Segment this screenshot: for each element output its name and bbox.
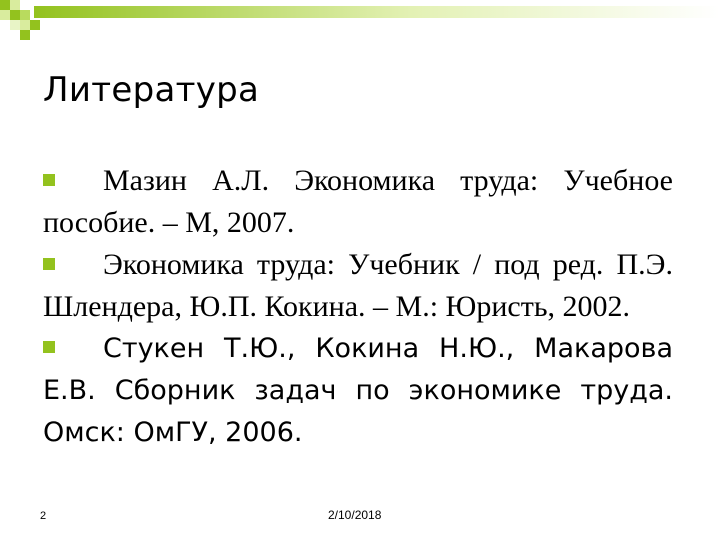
reference-item <box>43 244 673 328</box>
reference-item <box>43 160 673 244</box>
deco-square-7 <box>10 20 20 30</box>
reference-text: Стукен Т.Ю., Кокина Н.Ю., Макарова Е.В. Сборник задач по экономике труда. Омск: ОмГУ, 2006. <box>43 333 673 448</box>
reference-list <box>43 160 673 454</box>
reference-text: Экономика труда: Учебник / под ред. П.Э. Шлендера, Ю.П. Кокина. – М.: Юристь, 2002. <box>43 248 673 323</box>
deco-square-6 <box>20 20 30 30</box>
reference-item <box>43 328 673 454</box>
deco-square-2 <box>10 0 20 10</box>
bullet-square-icon <box>43 258 55 270</box>
decorative-header-band <box>0 0 720 48</box>
deco-square-5 <box>20 10 30 20</box>
bullet-square-icon <box>43 174 55 186</box>
bullet-square-icon <box>43 341 55 353</box>
deco-square-9 <box>30 20 40 30</box>
slide-date: 2/10/2018 <box>328 508 382 522</box>
deco-square-1 <box>0 0 10 10</box>
slide-number: 2 <box>40 510 47 522</box>
header-gradient-bar <box>34 6 720 18</box>
deco-square-3 <box>0 10 10 20</box>
deco-square-4 <box>10 10 20 20</box>
deco-square-8 <box>20 30 30 40</box>
reference-text: Мазин А.Л. Экономика труда: Учебное пособие. – М, 2007. <box>43 164 673 239</box>
slide-title: Литература <box>43 70 260 110</box>
